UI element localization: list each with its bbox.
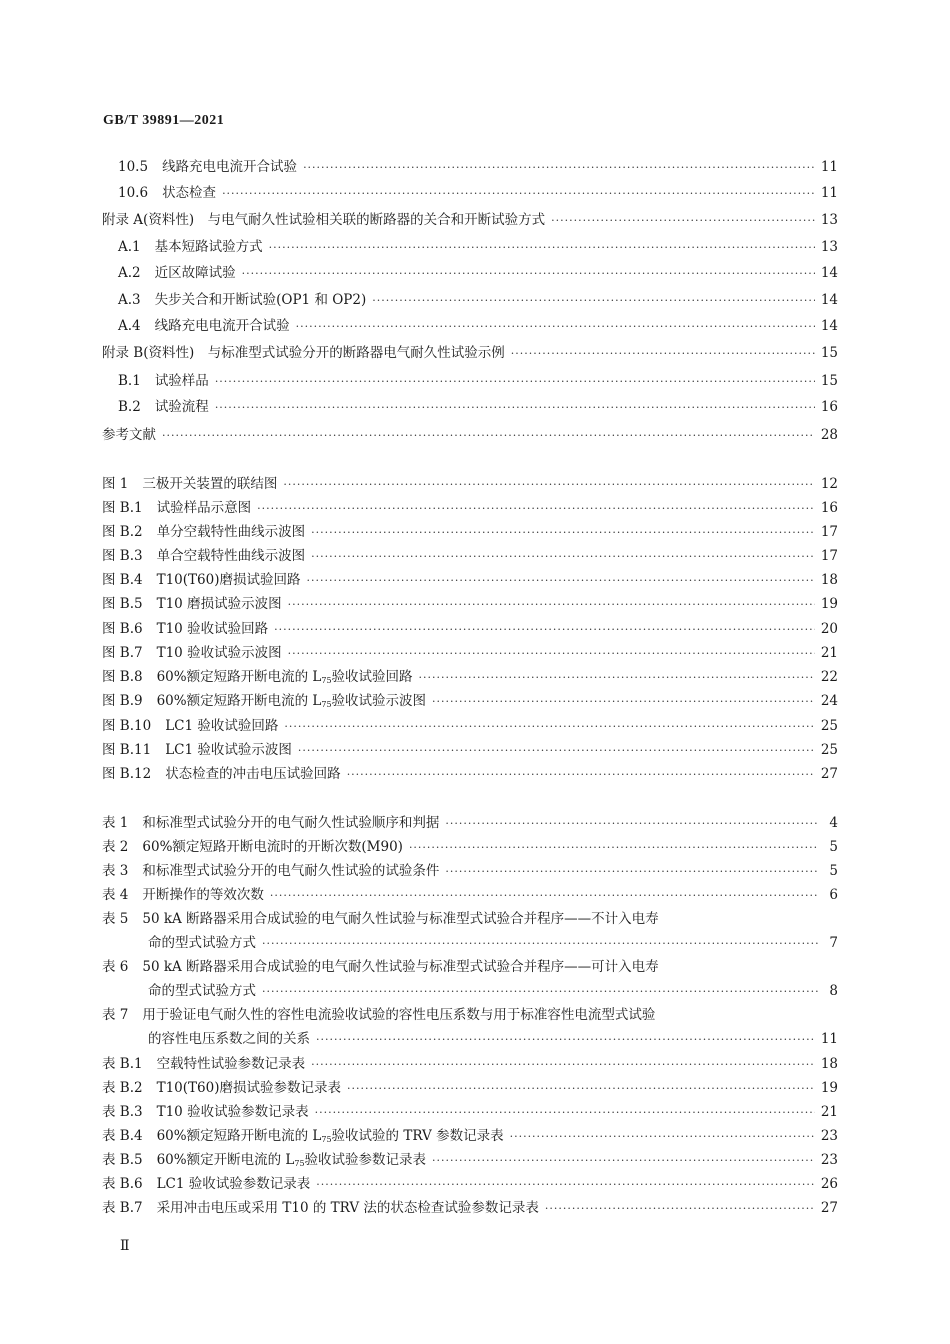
entry-page: 14 [820,318,838,334]
entry-page: 13 [820,239,838,255]
standard-code: GB/T 39891—2021 [103,113,225,128]
toc-entry[interactable] [118,155,838,179]
leader-dots [419,666,815,690]
entry-number: 附录 B [102,345,144,361]
entry-title: 单合空载特性曲线示波图 [156,548,306,564]
leader-dots [222,182,815,206]
entry-page: 19 [820,596,838,612]
entry-page: 14 [820,265,838,281]
entry-number: 图 B.5 [102,596,143,612]
entry-title-post: 验收试验回路 [331,669,413,685]
entry-number: A.3 [118,292,141,308]
table-entry[interactable] [102,1124,838,1148]
entry-page: 20 [820,621,838,637]
leader-dots [372,289,815,313]
table-entry-line1[interactable] [102,1003,655,1027]
table-entry-line2[interactable] [148,931,838,955]
entry-title: LC1 验收试验示波图 [165,742,292,758]
leader-dots [288,593,815,617]
toc-entry[interactable] [102,341,838,365]
entry-title-post: 验收试验的 TRV 参数记录表 [331,1128,504,1144]
toc-entry[interactable] [118,235,838,259]
entry-page: 15 [820,373,838,389]
leader-dots [284,715,814,739]
figure-entry[interactable] [102,738,838,762]
table-entry[interactable] [102,859,838,883]
entry-title: 60%额定短路开断电流时的开断次数(M90) [142,839,403,855]
entry-title: T10 验收试验参数记录表 [156,1104,309,1120]
entry-page: 23 [820,1128,838,1144]
leader-dots [270,884,818,908]
entry-title-post: 验收试验参数记录表 [304,1152,427,1168]
entry-page: 18 [820,1056,838,1072]
leader-dots [262,980,818,1004]
leader-dots [311,545,815,569]
entry-number: 图 B.8 [102,669,143,685]
entry-title: T10(T60)磨损试验参数记录表 [156,1080,341,1096]
entry-title-subscript: 75 [321,700,332,709]
leader-dots [257,497,815,521]
entry-page: 18 [820,572,838,588]
entry-number: 表 6 [102,959,129,975]
leader-dots [269,236,815,260]
leader-dots [347,763,815,787]
entry-number: 图 B.9 [102,693,143,709]
figure-entry[interactable] [102,665,838,689]
entry-number: 表 B.6 [102,1176,143,1192]
table-entry[interactable] [102,1172,838,1196]
entry-page: 25 [820,718,838,734]
table-entry[interactable] [102,1076,838,1100]
leader-dots [215,396,815,420]
toc-entry[interactable] [118,314,838,338]
entry-number: 表 B.3 [102,1104,143,1120]
entry-number: A.4 [118,318,141,334]
table-entry-line2[interactable] [148,1027,838,1051]
entry-title: 试验样品 [154,373,209,389]
leader-dots [215,370,815,394]
entry-number: 图 B.4 [102,572,143,588]
figure-entry[interactable] [102,689,838,713]
entry-title: 试验样品示意图 [156,500,252,516]
entry-page: 11 [820,185,838,201]
figure-entry[interactable] [102,544,838,568]
entry-number: 图 B.2 [102,524,143,540]
entry-page: 16 [820,500,838,516]
entry-number: 图 1 [102,476,129,492]
entry-title-subscript: 75 [321,676,332,685]
leader-dots [298,739,815,763]
entry-number: 表 4 [102,887,129,903]
table-entry[interactable] [102,835,838,859]
entry-title: 状态检查的冲击电压试验回路 [165,766,341,782]
table-entry[interactable] [102,811,838,835]
entry-title: 参考文献 [102,427,156,443]
toc-entry[interactable] [118,369,838,393]
entry-number: 图 B.7 [102,645,143,661]
figure-entry[interactable] [102,762,838,786]
entry-number: 图 B.10 [102,718,152,734]
table-entry[interactable] [102,1196,838,1220]
leader-dots [311,521,815,545]
toc-entry[interactable] [118,288,838,312]
table-entry[interactable] [102,1148,838,1172]
entry-page: 5 [829,863,838,879]
leader-dots [315,1101,815,1125]
entry-title: 采用冲击电压或采用 T10 的 TRV 法的状态检查试验参数记录表 [156,1200,539,1216]
figure-entry[interactable] [102,472,838,496]
entry-page: 4 [829,815,838,831]
entry-page: 27 [820,1200,838,1216]
leader-dots [288,642,815,666]
entry-page: 19 [820,1080,838,1096]
entry-page: 8 [829,983,838,999]
leader-dots [510,1125,815,1149]
entry-title: 和标准型式试验分开的电气耐久性试验的试验条件 [142,863,440,879]
leader-dots [347,1077,815,1101]
entry-title: 和标准型式试验分开的电气耐久性试验顺序和判据 [142,815,440,831]
entry-number: 表 5 [102,911,129,927]
figure-entry[interactable] [102,617,838,641]
toc-entry[interactable] [118,395,838,419]
entry-page: 26 [820,1176,838,1192]
figure-entry[interactable] [102,568,838,592]
leader-dots [445,812,818,836]
entry-title-continued: 的容性电压系数之间的关系 [148,1031,310,1047]
entry-number: 表 B.5 [102,1152,143,1168]
leader-dots [511,342,815,366]
toc-entry[interactable] [102,423,838,447]
entry-title-pre: 60%额定短路开断电流的 L [156,669,322,685]
entry-number: B.1 [118,373,141,389]
entry-number: 图 B.1 [102,500,143,516]
entry-title: (资料性) 与电气耐久性试验相关联的断路器的关合和开断试验方式 [143,212,546,228]
leader-dots [303,156,815,180]
entry-number: A.2 [118,265,141,281]
entry-page: 27 [820,766,838,782]
entry-title: 线路充电电流开合试验 [162,159,298,175]
entry-title: T10 验收试验回路 [156,621,269,637]
entry-page: 16 [820,399,838,415]
entry-number: 图 B.6 [102,621,143,637]
entry-title: 基本短路试验方式 [154,239,263,255]
leader-dots [162,424,815,448]
entry-title: 近区故障试验 [154,265,236,281]
table-entry[interactable] [102,1100,838,1124]
entry-page: 24 [820,693,838,709]
entry-title: 空载特性试验参数记录表 [156,1056,306,1072]
entry-number: 表 2 [102,839,129,855]
entry-title-subscript: 75 [321,1135,332,1144]
leader-dots [432,1149,815,1173]
page-number: Ⅱ [120,1238,130,1254]
entry-number: 表 7 [102,1007,129,1023]
entry-page: 21 [820,645,838,661]
figure-entry[interactable] [102,520,838,544]
entry-page: 5 [829,839,838,855]
leader-dots [242,262,815,286]
entry-title: 用于验证电气耐久性的容性电流验收试验的容性电压系数与用于标准容性电流型式试验 [142,1007,656,1023]
entry-title-pre: 60%额定短路开断电流的 L [156,1128,322,1144]
leader-dots [296,315,815,339]
leader-dots [551,209,815,233]
table-entry-line1[interactable] [102,907,659,931]
entry-number: 表 B.4 [102,1128,143,1144]
entry-number: 图 B.12 [102,766,152,782]
entry-title: 状态检查 [162,185,217,201]
entry-title-pre: 60%额定短路开断电流的 L [156,693,322,709]
entry-page: 6 [829,887,838,903]
entry-title: 失步关合和开断试验(OP1 和 OP2) [154,292,367,308]
entry-title: 50 kA 断路器采用合成试验的电气耐久性试验与标准型式试验合并程序——可计入电寿 [142,959,659,975]
entry-page: 12 [820,476,838,492]
table-entry-line1[interactable] [102,955,659,979]
entry-title-continued: 命的型式试验方式 [148,935,256,951]
entry-page: 25 [820,742,838,758]
leader-dots [262,932,818,956]
entry-title: T10 验收试验示波图 [156,645,282,661]
entry-title-subscript: 75 [294,1159,305,1168]
entry-title: T10(T60)磨损试验回路 [156,572,301,588]
entry-page: 11 [820,159,838,175]
entry-number: 表 B.1 [102,1056,143,1072]
entry-number: 表 1 [102,815,129,831]
entry-title-pre: 60%额定开断电流的 L [156,1152,295,1168]
leader-dots [432,690,815,714]
entry-title: 三极开关装置的联结图 [142,476,278,492]
figure-entry[interactable] [102,714,838,738]
entry-title: 50 kA 断路器采用合成试验的电气耐久性试验与标准型式试验合并程序——不计入电寿 [142,911,659,927]
leader-dots [409,836,818,860]
figure-entry[interactable] [102,641,838,665]
toc-entry[interactable] [118,261,838,285]
entry-title: (资料性) 与标准型式试验分开的断路器电气耐久性试验示例 [143,345,505,361]
entry-page: 17 [820,524,838,540]
entry-page: 14 [820,292,838,308]
entry-page: 17 [820,548,838,564]
entry-number: A.1 [118,239,141,255]
entry-number: 10.6 [118,185,149,201]
entry-title: 单分空载特性曲线示波图 [156,524,306,540]
entry-title-continued: 命的型式试验方式 [148,983,256,999]
entry-title: LC1 验收试验参数记录表 [156,1176,311,1192]
figure-entry[interactable] [102,496,838,520]
entry-page: 11 [820,1031,838,1047]
entry-title: 线路充电电流开合试验 [154,318,290,334]
entry-number: 附录 A [102,212,144,228]
entry-title-post: 验收试验示波图 [331,693,427,709]
leader-dots [316,1028,815,1052]
entry-number: 表 B.7 [102,1200,143,1216]
leader-dots [274,618,815,642]
leader-dots [445,860,818,884]
entry-page: 22 [820,669,838,685]
entry-title: T10 磨损试验示波图 [156,596,282,612]
entry-page: 23 [820,1152,838,1168]
entry-page: 28 [820,427,838,443]
entry-number: 图 B.11 [102,742,152,758]
leader-dots [311,1053,815,1077]
entry-page: 13 [820,212,838,228]
table-entry[interactable] [102,883,838,907]
entry-number: 10.5 [118,159,149,175]
leader-dots [283,473,814,497]
toc-entry[interactable] [118,181,838,205]
entry-page: 15 [820,345,838,361]
table-entry[interactable] [102,1052,838,1076]
entry-number: B.2 [118,399,141,415]
entry-page: 7 [829,935,838,951]
leader-dots [545,1197,815,1221]
entry-title: 试验流程 [154,399,209,415]
leader-dots [316,1173,815,1197]
entry-number: 图 B.3 [102,548,143,564]
entry-page: 21 [820,1104,838,1120]
entry-number: 表 3 [102,863,129,879]
toc-entry[interactable] [102,208,838,232]
table-entry-line2[interactable] [148,979,838,1003]
figure-entry[interactable] [102,592,838,616]
entry-title: LC1 验收试验回路 [165,718,279,734]
entry-number: 表 B.2 [102,1080,143,1096]
leader-dots [307,569,815,593]
entry-title: 开断操作的等效次数 [142,887,264,903]
